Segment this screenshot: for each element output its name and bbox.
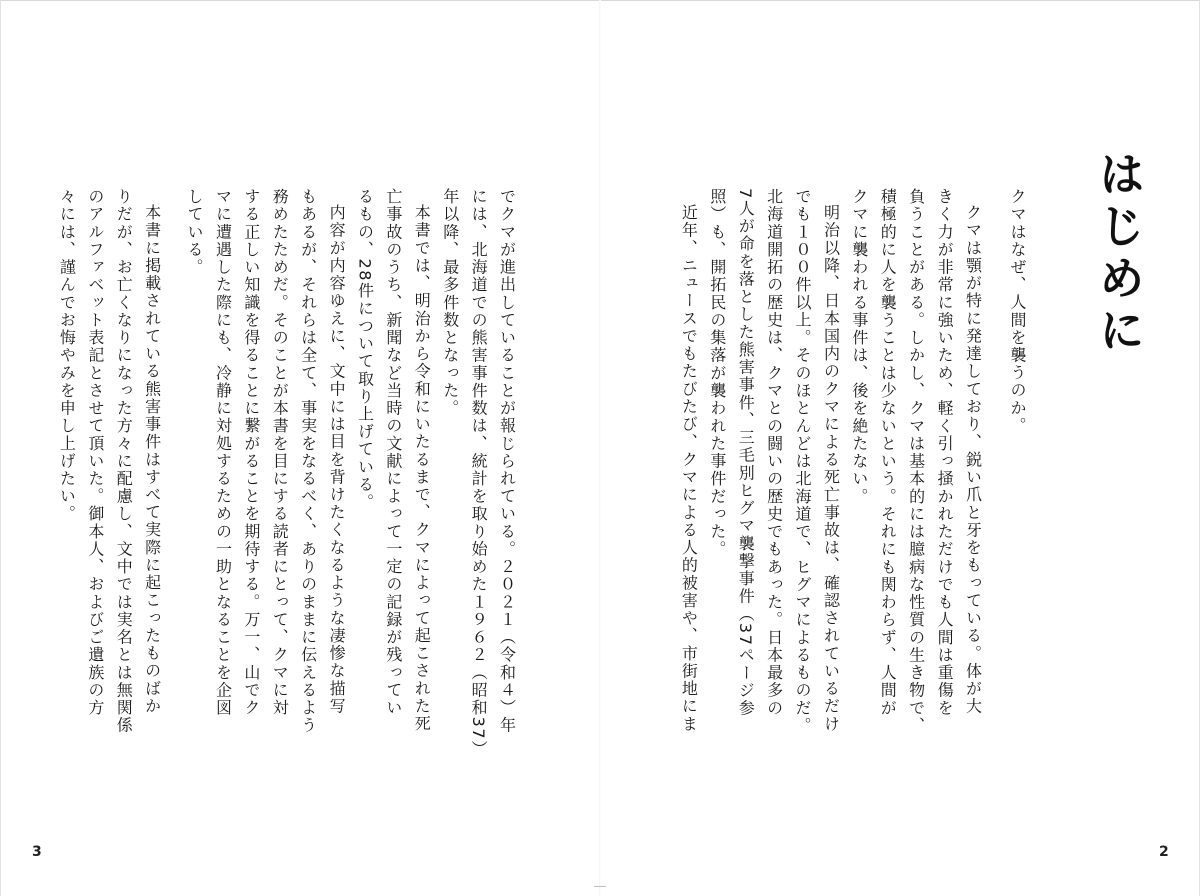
page-number-left: 3 bbox=[32, 844, 42, 860]
chapter-subtitle: クマはなぜ、人間を襲うのか。 bbox=[1008, 188, 1027, 435]
text-line: 内容が内容ゆえに、文中には目を背けたくなるような凄惨な描写 bbox=[327, 204, 347, 715]
text-line: 明治以降、日本国内のクマによる死亡事故は、確認されているだけ bbox=[821, 204, 841, 733]
text-line: りだが、お亡くなりになった方々に配慮し、文中では実名とは無関係 bbox=[114, 188, 134, 735]
text-line: 積極的に人を襲うことは少ないという。それにも関わらず、人間が bbox=[878, 188, 898, 717]
text-line: のアルファベット表記とさせて頂いた。御本人、およびご遺族の方 bbox=[85, 188, 105, 717]
text-line: 照）も、開拓民の集落が襲われた事件だった。 bbox=[707, 188, 727, 559]
text-line: 本書に掲載されている熊害事件はすべて実際に起こったものばか bbox=[142, 204, 162, 715]
text-line: きく力が非常に強いため、軽く引っ掻かれただけでも人間は重傷を bbox=[935, 188, 955, 717]
text-line: 負うことがある。しかし、クマは基本的には臆病な性質の生き物で、 bbox=[906, 188, 926, 735]
text-line: 北海道開拓の歴史は、クマとの闘いの歴史でもあった。日本最多の bbox=[764, 188, 784, 717]
right-page-body bbox=[674, 188, 986, 735]
gutter-mark bbox=[594, 886, 606, 893]
paragraph-gap bbox=[166, 188, 180, 198]
text-line: には、北海道での熊害事件数は、統計を取り始めた１９６２（昭和37） bbox=[469, 188, 489, 758]
text-line: るもの、28件について取り上げている。 bbox=[355, 188, 375, 512]
text-line: クマは顎が特に発達しており、鋭い爪と牙をもっている。体が大 bbox=[963, 204, 983, 716]
text-line: もあるが、それらは全て、事実をなるべく、ありのままに伝えるよう bbox=[298, 188, 318, 735]
text-line: する正しい知識を得ることに繋がることを期待する。万一、山でク bbox=[241, 188, 261, 717]
text-line: マに遭遇した際にも、冷静に対処するための一助となることを企図 bbox=[213, 188, 233, 717]
left-page-body bbox=[52, 188, 521, 758]
text-line: 本書では、明治から令和にいたるまで、クマによって起こされた死 bbox=[412, 204, 432, 733]
chapter-title: はじめに bbox=[1092, 150, 1146, 358]
text-line: でクマが進出していることが報じられている。２０２１（令和４）年 bbox=[497, 188, 517, 735]
text-line: 近年、ニュースでもたびたび、クマによる人的被害や、市街地にま bbox=[679, 204, 699, 733]
text-line: 務めたためだ。そのことが本書を目にする読者にとって、クマに対 bbox=[270, 188, 290, 717]
text-line: でも１００件以上。そのほとんどは北海道で、ヒグマによるものだ。 bbox=[793, 188, 813, 735]
text-line: 亡事故のうち、新聞など当時の文献によって一定の記録が残ってい bbox=[383, 188, 403, 717]
page-border-left bbox=[0, 0, 1, 896]
text-line: 年以降、最多件数となった。 bbox=[440, 188, 460, 418]
text-line: している。 bbox=[185, 188, 205, 277]
text-line: 7人が命を落とした熊害事件、三毛別ヒグマ襲撃事件（37ページ参 bbox=[736, 188, 756, 718]
page-number-right: 2 bbox=[1159, 844, 1169, 860]
text-line: クマに襲われる事件は、後を絶たない。 bbox=[849, 188, 869, 506]
text-line: 々には、謹んでお悔やみを申し上げたい。 bbox=[57, 188, 77, 523]
book-gutter bbox=[599, 0, 601, 896]
